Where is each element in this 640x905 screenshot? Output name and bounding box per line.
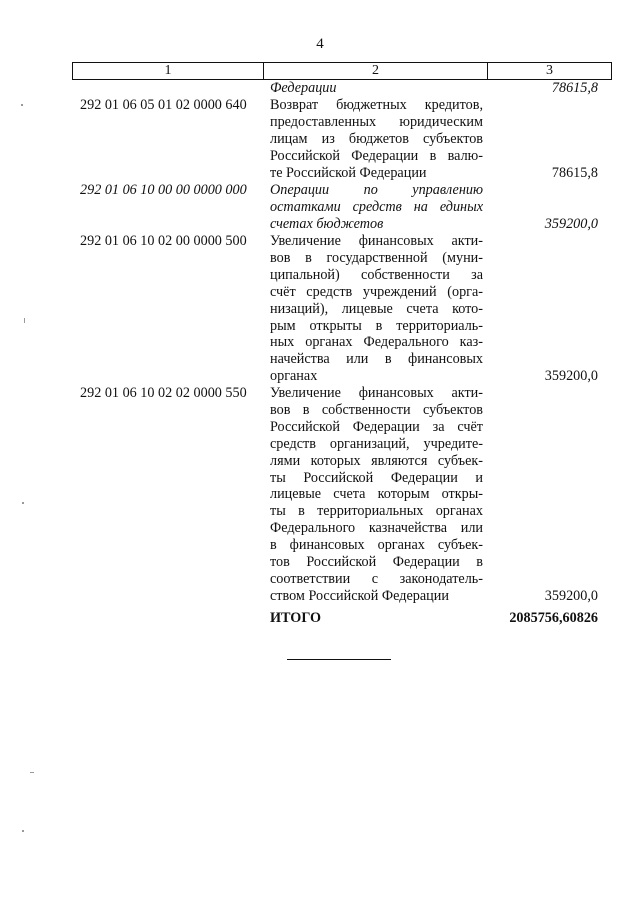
description-line: начейства или в финансовых xyxy=(270,351,483,368)
closing-rule xyxy=(287,659,391,660)
description-line: органах xyxy=(270,368,318,385)
description-line: соответствии с законодатель- xyxy=(270,570,483,587)
description-line: Федерального казначейства или xyxy=(270,520,483,537)
description-line: средств организаций, учредите- xyxy=(270,435,483,452)
description-line: лицевые счета которым откры- xyxy=(270,486,483,503)
description-line: ством Российской Федерации xyxy=(270,587,449,604)
row-description xyxy=(270,385,483,605)
description-line: Увеличение финансовых акти- xyxy=(270,233,483,249)
page-number: 4 xyxy=(316,36,324,52)
description-line: Федерации xyxy=(270,80,337,96)
row-amount: 78615,8 xyxy=(551,164,598,181)
description-line: те Российской Федерации xyxy=(270,164,427,181)
header-col-1: 1 xyxy=(73,63,264,79)
row-amount: 359200,0 xyxy=(544,368,598,385)
row-description xyxy=(270,182,483,233)
description-line: в финансовых органах субъек- xyxy=(270,537,483,554)
description-line: счёт средств учреждений (орга- xyxy=(270,283,483,300)
table-row xyxy=(72,233,610,385)
table-row xyxy=(72,80,610,97)
header-col-2: 2 xyxy=(264,63,488,79)
description-line: остатками средств на единых xyxy=(270,198,483,215)
table-header xyxy=(72,62,612,80)
header-col-3: 3 xyxy=(546,63,553,78)
row-description xyxy=(270,80,483,97)
total-amount: 2085756,60826 xyxy=(509,610,598,626)
scan-speck xyxy=(22,830,24,832)
description-line: вов в государственной (муни- xyxy=(270,249,483,266)
description-line: низаций), лицевые счета кото- xyxy=(270,300,483,317)
description-line: счетах бюджетов xyxy=(270,215,384,232)
total-label: ИТОГО xyxy=(270,610,322,626)
row-amount: 359200,0 xyxy=(544,587,598,604)
row-amount: 359200,0 xyxy=(544,215,598,232)
description-line: Российской Федерации за счёт xyxy=(270,418,483,435)
total-row xyxy=(72,610,610,628)
description-line: ты в территориальных органах xyxy=(270,503,483,520)
description-line: лями которых являются субъек- xyxy=(270,452,483,469)
description-line: вов в собственности субъектов xyxy=(270,401,483,418)
description-line: Российской Федерации в валю- xyxy=(270,147,483,164)
scan-speck xyxy=(22,502,24,504)
description-line: ципальной) собственности за xyxy=(270,266,483,283)
scan-speck xyxy=(21,104,23,106)
row-amount: 78615,8 xyxy=(551,80,598,96)
row-description xyxy=(270,233,483,385)
table-row xyxy=(72,182,610,233)
row-code: 292 01 06 10 02 00 0000 500 xyxy=(80,233,247,249)
row-code: 292 01 06 05 01 02 0000 640 xyxy=(80,97,247,113)
description-line: Операции по управлению xyxy=(270,182,483,198)
description-line: Увеличение финансовых акти- xyxy=(270,385,483,401)
row-code: 292 01 06 10 00 00 0000 000 xyxy=(80,182,247,198)
row-code: 292 01 06 10 02 02 0000 550 xyxy=(80,385,247,401)
description-line: Возврат бюджетных кредитов, xyxy=(270,97,483,113)
description-line: ты Российской Федерации и xyxy=(270,469,483,486)
description-line: ных органах Федерального каз- xyxy=(270,334,483,351)
table-row xyxy=(72,385,610,605)
description-line: тов Российской Федерации в xyxy=(270,554,483,571)
description-line: предоставленных юридическим xyxy=(270,113,483,130)
scan-speck xyxy=(30,772,34,773)
table-row xyxy=(72,97,610,182)
row-description xyxy=(270,97,483,182)
description-line: рым открыты в территориаль- xyxy=(270,317,483,334)
scan-speck xyxy=(24,318,25,323)
description-line: лицам из бюджетов субъектов xyxy=(270,130,483,147)
